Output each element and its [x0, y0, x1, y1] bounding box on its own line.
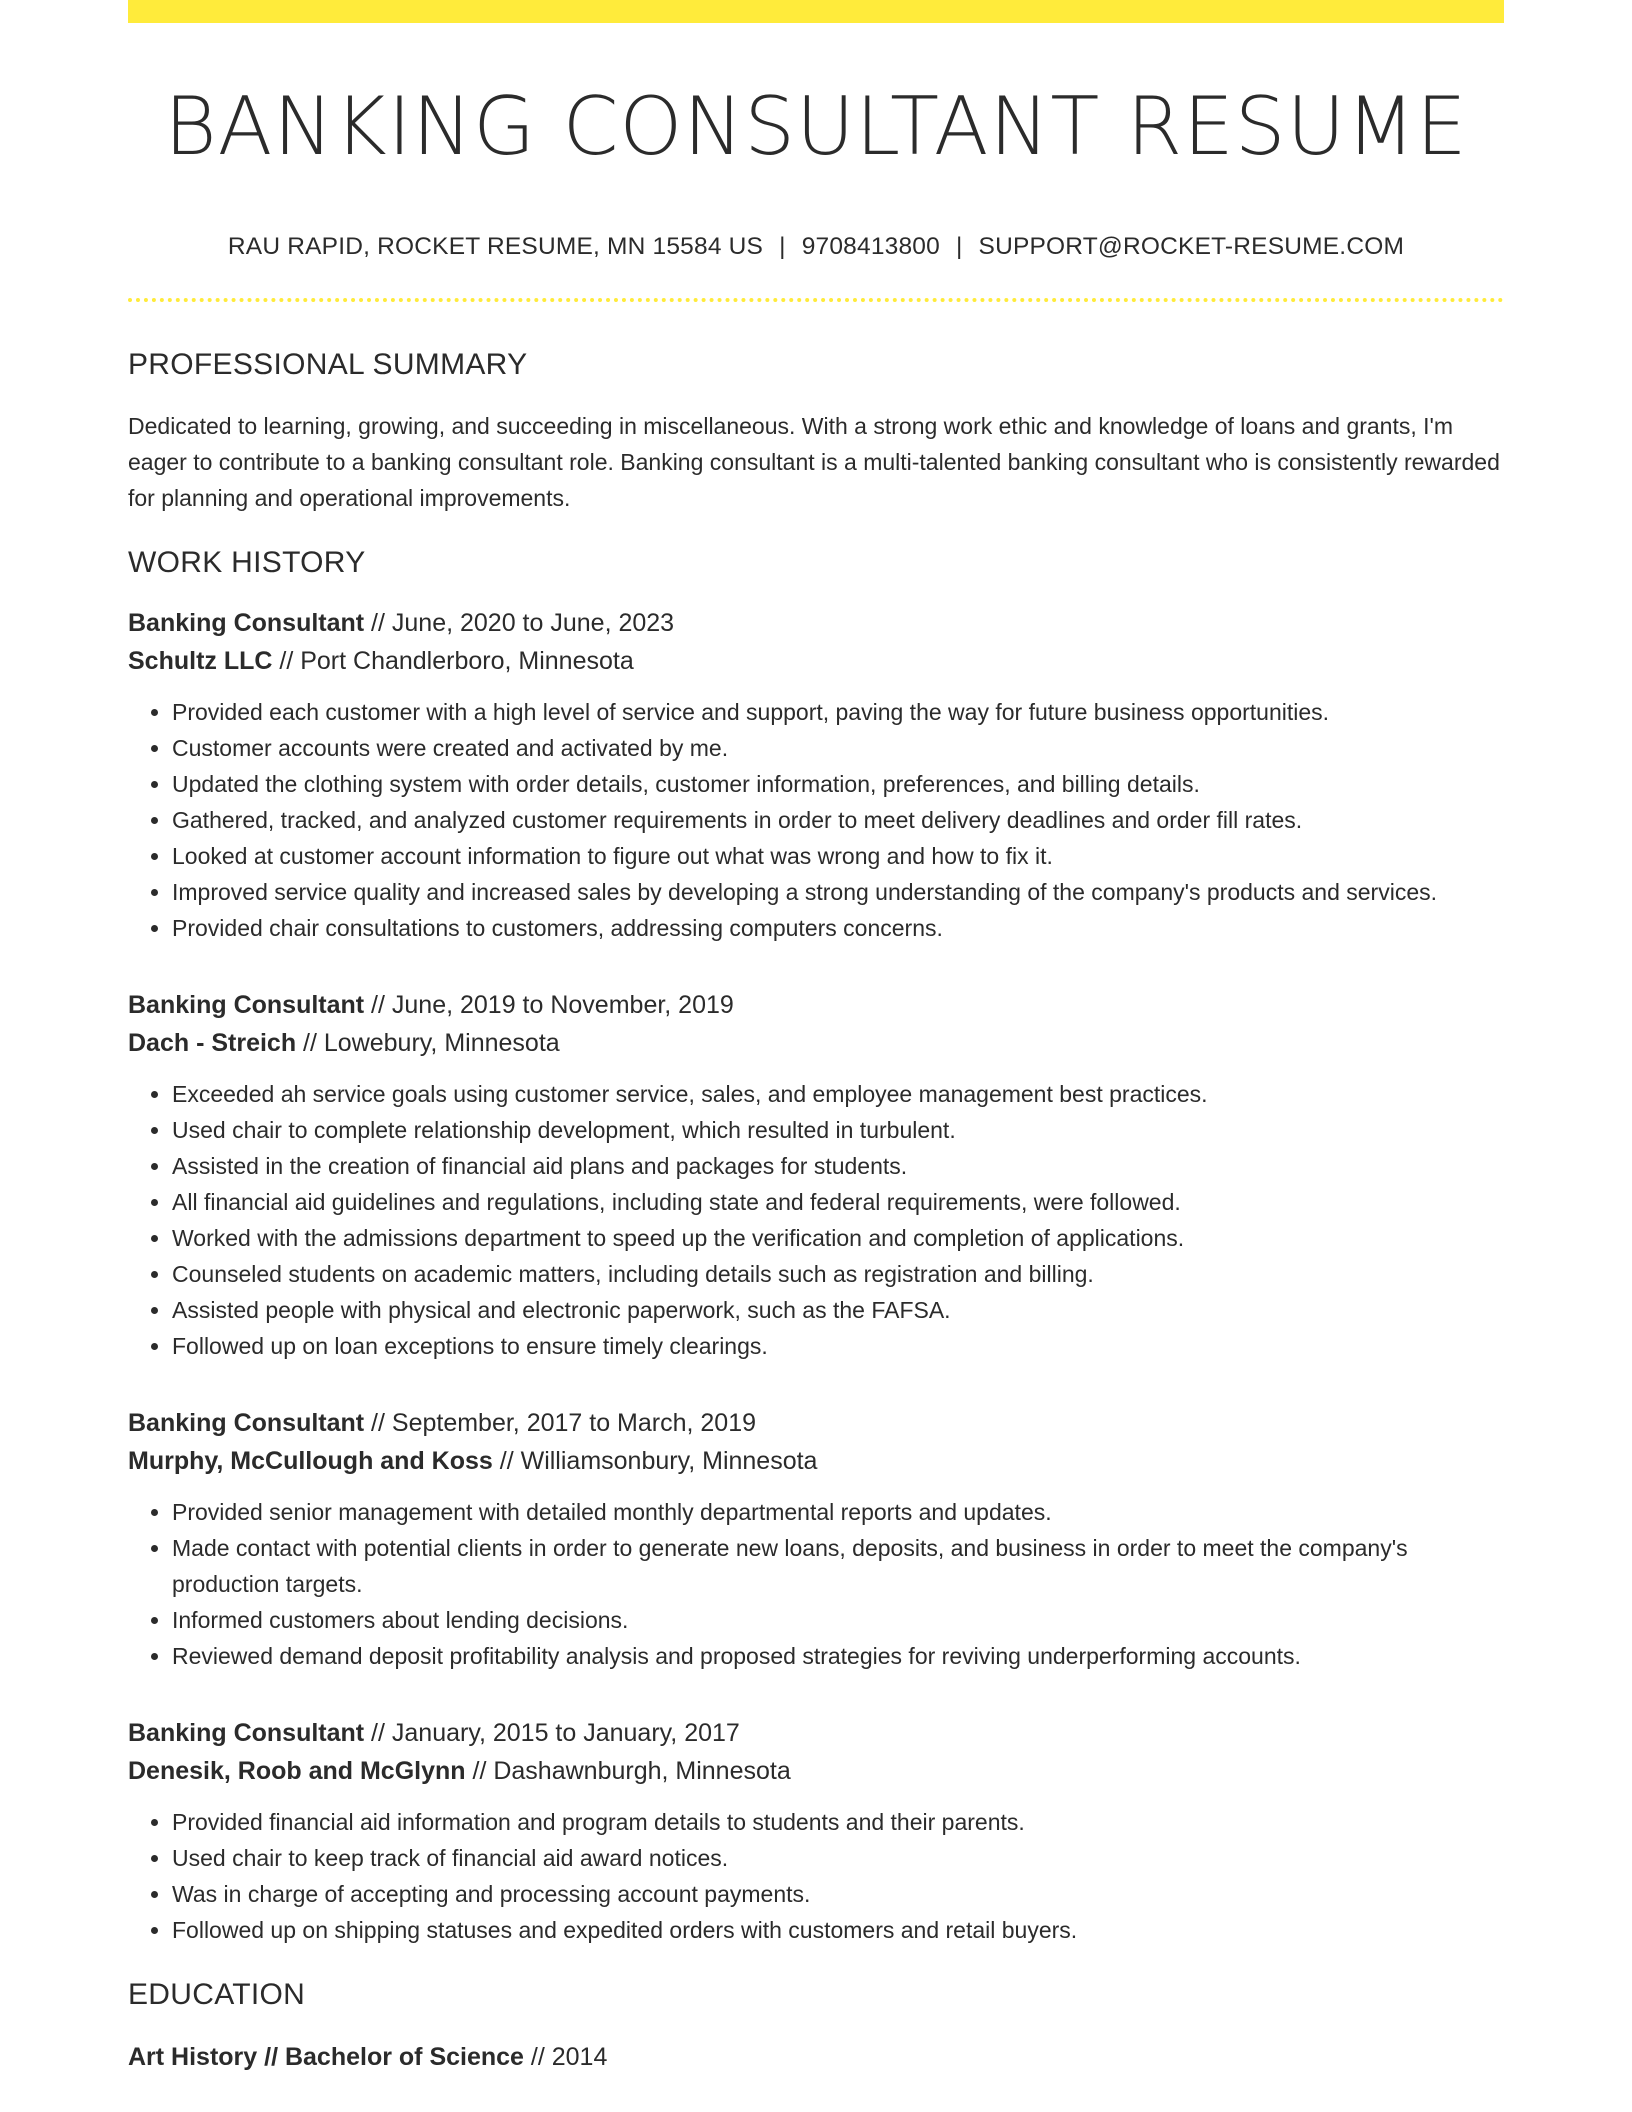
resume-page [128, 0, 1504, 2076]
job-company-line [128, 1442, 1504, 1480]
job-bullet-list [128, 1804, 1504, 1948]
job-bullet: • Assisted people with physical and electronic paperwork, such as the FAFSA. [172, 1292, 1504, 1328]
contact-line [128, 233, 1504, 261]
job-bullet: • Informed customers about lending decisions. [172, 1602, 1504, 1638]
contact-email: SUPPORT@ROCKET-RESUME.COM [978, 233, 1405, 260]
job-entry [128, 986, 1504, 1364]
job-location: // Lowebury, Minnesota [296, 1029, 560, 1057]
contact-separator: | [779, 233, 786, 260]
job-dates: // January, 2015 to January, 2017 [364, 1719, 740, 1747]
job-company: Dach - Streich [128, 1029, 297, 1057]
job-entry [128, 604, 1504, 946]
job-company-line [128, 1024, 1504, 1062]
job-bullet: • Used chair to complete relationship development, which resulted in turbulent. [172, 1112, 1504, 1148]
job-dates: // June, 2019 to November, 2019 [364, 991, 734, 1019]
summary-text: Dedicated to learning, growing, and succeeding in miscellaneous. With a strong work ethic and knowledge of loans and grants, I'm eager to contribute to a banking consultant role. Banking consultant is a multi-talented banking consultant who is consistently rewarded for planning and operational improvements. [128, 413, 1500, 511]
job-title: Banking Consultant [128, 609, 365, 637]
job-bullet: • Counseled students on academic matters, including details such as registration and billing. [172, 1256, 1504, 1292]
work-history-heading: WORK HISTORY [128, 546, 366, 579]
work-history-list [128, 604, 1504, 1948]
job-bullet: • Made contact with potential clients in order to generate new loans, deposits, and business in order to meet the company's production targets. [172, 1530, 1504, 1602]
resume-title: BANKING CONSULTANT RESUME [164, 80, 1468, 173]
job-bullet: • Customer accounts were created and activated by me. [172, 730, 1504, 766]
job-location: // Williamsonbury, Minnesota [492, 1447, 818, 1475]
job-bullet-list [128, 1494, 1504, 1674]
job-bullet: • Worked with the admissions department to speed up the verification and completion of applications. [172, 1220, 1504, 1256]
job-bullet: • Provided chair consultations to customers, addressing computers concerns. [172, 910, 1504, 946]
job-location: // Dashawnburgh, Minnesota [465, 1757, 791, 1785]
job-title-line [128, 604, 1504, 642]
education-degree: Art History // Bachelor of Science [128, 2043, 524, 2071]
job-title: Banking Consultant [128, 1719, 365, 1747]
job-company: Denesik, Roob and McGlynn [128, 1757, 466, 1785]
education-entry [128, 2038, 1504, 2076]
job-bullet: • Assisted in the creation of financial aid plans and packages for students. [172, 1148, 1504, 1184]
contact-phone: 9708413800 [801, 233, 940, 260]
contact-separator: | [955, 233, 963, 260]
job-company-line [128, 1752, 1504, 1790]
job-bullet: • Improved service quality and increased sales by developing a strong understanding of the company's products and services. [172, 874, 1504, 910]
job-title-line [128, 1714, 1504, 1752]
job-bullet: • Updated the clothing system with order details, customer information, preferences, and billing details. [172, 766, 1504, 802]
job-bullet: • Provided senior management with detailed monthly departmental reports and updates. [172, 1494, 1504, 1530]
job-location: // Port Chandlerboro, Minnesota [272, 647, 634, 675]
job-bullet: • Gathered, tracked, and analyzed customer requirements in order to meet delivery deadlines and order fill rates. [172, 802, 1504, 838]
job-bullet: • Reviewed demand deposit profitability analysis and proposed strategies for reviving underperforming accounts. [172, 1638, 1504, 1674]
job-bullet-list [128, 694, 1504, 946]
job-bullet: • Followed up on loan exceptions to ensure timely clearings. [172, 1328, 1504, 1364]
job-bullet: • Exceeded ah service goals using customer service, sales, and employee management best practices. [172, 1076, 1504, 1112]
education-list [128, 2038, 1504, 2076]
job-company-line [128, 642, 1504, 680]
top-accent-bar [128, 0, 1504, 23]
job-company: Schultz LLC [128, 647, 273, 675]
job-bullet: • Followed up on shipping statuses and expedited orders with customers and retail buyers. [172, 1912, 1504, 1948]
job-bullet: • Looked at customer account information to figure out what was wrong and how to fix it. [172, 838, 1504, 874]
job-company: Murphy, McCullough and Koss [128, 1447, 493, 1475]
job-title: Banking Consultant [128, 1409, 365, 1437]
job-bullet: • Provided financial aid information and program details to students and their parents. [172, 1804, 1504, 1840]
job-dates: // September, 2017 to March, 2019 [364, 1409, 757, 1437]
job-title-line [128, 986, 1504, 1024]
job-title-line [128, 1404, 1504, 1442]
job-entry [128, 1714, 1504, 1948]
job-bullet-list [128, 1076, 1504, 1364]
job-entry [128, 1404, 1504, 1674]
education-heading: EDUCATION [128, 1978, 306, 2011]
dotted-divider [128, 298, 1504, 302]
job-title: Banking Consultant [128, 991, 365, 1019]
summary-heading: PROFESSIONAL SUMMARY [128, 348, 528, 381]
job-bullet: • Provided each customer with a high level of service and support, paving the way for future business opportunities. [172, 694, 1504, 730]
job-dates: // June, 2020 to June, 2023 [364, 609, 675, 637]
job-bullet: • All financial aid guidelines and regulations, including state and federal requirements, were followed. [172, 1184, 1504, 1220]
job-bullet: • Was in charge of accepting and processing account payments. [172, 1876, 1504, 1912]
job-bullet: • Used chair to keep track of financial aid award notices. [172, 1840, 1504, 1876]
education-year: // 2014 [523, 2043, 608, 2071]
contact-address: RAU RAPID, ROCKET RESUME, MN 15584 US [227, 233, 764, 260]
